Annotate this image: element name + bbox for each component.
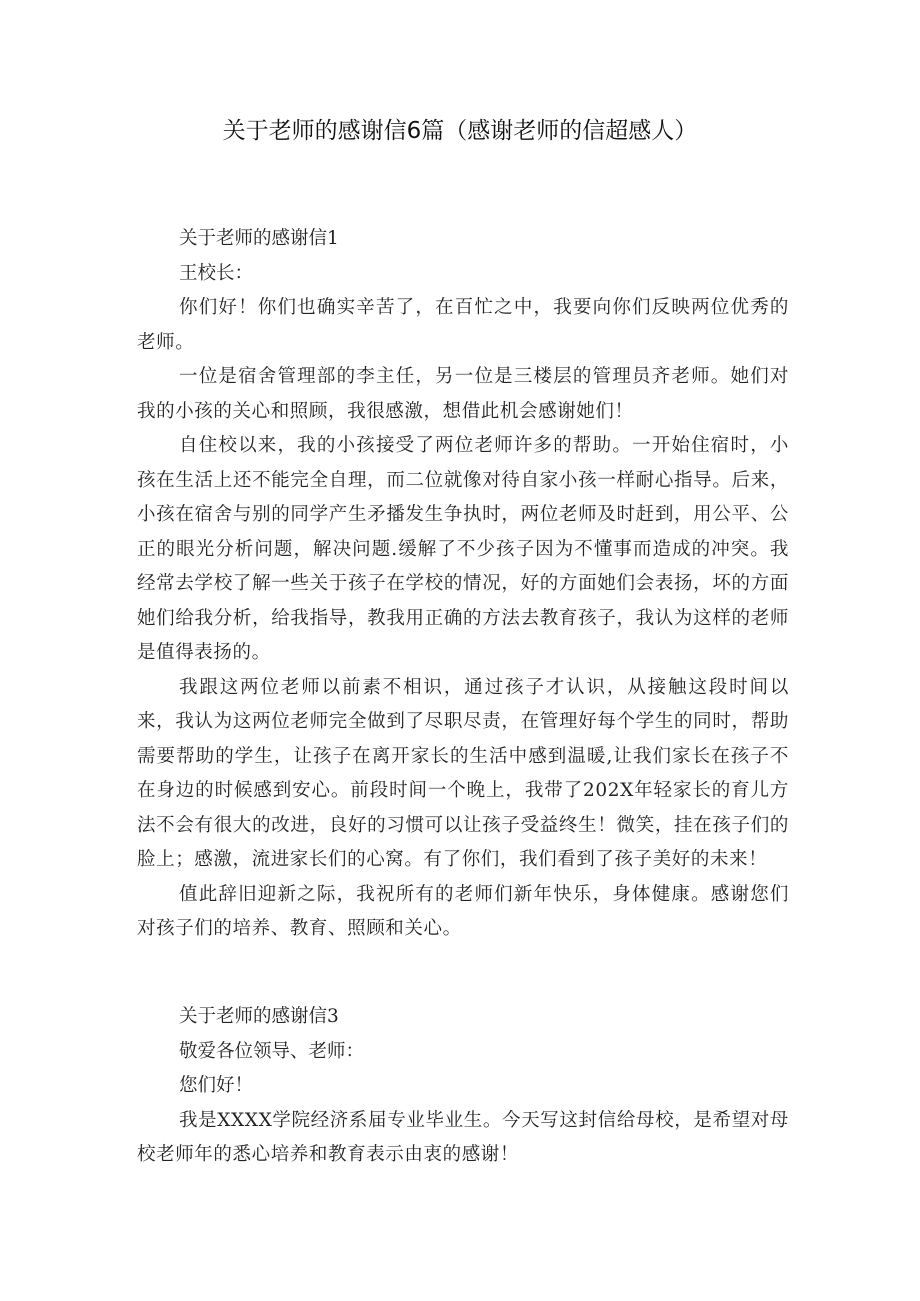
letter-3 (137, 1000, 789, 1173)
letter-salutation: 王校长： (179, 262, 254, 284)
letter-paragraph: 一位是宿舍管理部的李主任，另一位是三楼层的管理员齐老师。她们对我的小孩的关心和照顾，我很感激，想借此机会感谢她们！ (137, 366, 789, 422)
letter-paragraph: 你们好！你们也确实辛苦了，在百忙之中，我要向你们反映两位优秀的老师。 (137, 297, 789, 353)
letter-paragraph: 我跟这两位老师以前素不相识，通过孩子才认识，从接触这段时间以来，我认为这两位老师完全做到了尽职尽责，在管理好每个学生的同时，帮助需要帮助的学生，让孩子在离开家长的生活中感到温暖,让我们家长在孩子不在身边的时候感到安心。前段时间一个晚上，我带了202X年轻家长的育儿方法不会有很大的改进，良好的习惯可以让孩子受益终生！微笑，挂在孩子们的脸上；感激，流进家长们的心窝。有了你们，我们看到了孩子美好的未来！ (137, 676, 789, 870)
letter-salutation: 敬爱各位领导、老师： (179, 1040, 365, 1062)
letter-paragraph: 自住校以来，我的小孩接受了两位老师许多的帮助。一开始住宿时，小孩在生活上还不能完全自理，而二位就像对待自家小孩一样耐心指导。后来，小孩在宿舍与别的同学产生矛播发生争执时，两位老师及时赶到，用公平、公正的眼光分析问题，解决问题.缓解了不少孩子因为不懂事而造成的冲突。我经常去学校了解一些关于孩子在学校的情况，好的方面她们会表扬，坏的方面她们给我分析，给我指导，教我用正确的方法去教育孩子，我认为这样的老师是值得表扬的。 (137, 435, 789, 663)
letter-greeting: 您们好！ (179, 1075, 254, 1096)
letter-paragraph: 我是XXXX学院经济系届专业毕业生。今天写这封信给母校，是希望对母校老师年的悉心培养和教育表示由衷的感谢！ (137, 1109, 789, 1165)
letter-heading: 关于老师的感谢信3 (179, 1006, 339, 1027)
letter-heading: 关于老师的感谢信1 (179, 228, 339, 249)
letter-1 (137, 222, 789, 947)
document-title: 关于老师的感谢信6篇（感谢老师的信超感人） (222, 118, 698, 144)
letter-paragraph: 值此辞旧迎新之际，我祝所有的老师们新年快乐，身体健康。感谢您们对孩子们的培养、教育、照顾和关心。 (137, 883, 789, 939)
